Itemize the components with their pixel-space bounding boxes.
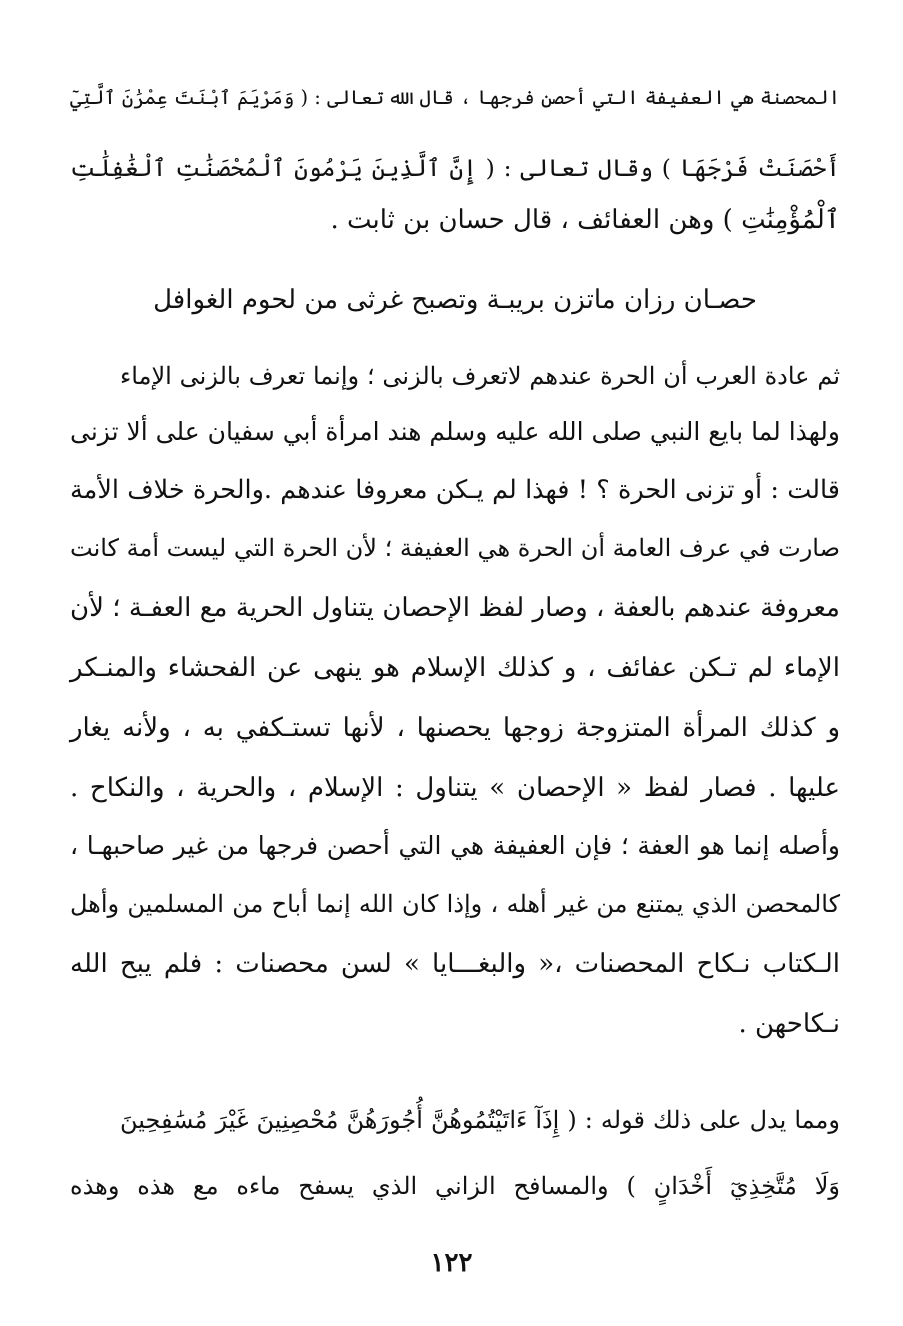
text-line: ومما يدل على ذلك قوله : ( إِذَآ ءَاتَيْتُمُوهُنَّ أُجُورَهُنَّ مُحْصِنِينَ غَيْرَ مُسَٰفِحِينَ bbox=[120, 1106, 840, 1134]
text-line: معروفة عندهم بالعفة ، وصار لفظ الإحصان يتناول الحرية مع العفـة ؛ لأن bbox=[70, 593, 840, 623]
text-line: نـكاحهن . bbox=[738, 1009, 840, 1039]
page-number: ١٢٢ bbox=[430, 1248, 473, 1278]
text-line: ثم عادة العرب أن الحرة عندهم لاتعرف بالزنى ؛ وإنما تعرف بالزنى الإماء bbox=[120, 362, 840, 390]
text-line: ٱلْمُؤْمِنَٰتِ ) وهن العفائف ، قال حسان بن ثابت . bbox=[330, 205, 840, 235]
text-line: وأصله إنما هو العفة ؛ فإن العفيفة هي التي أحصن فرجها من غير صاحبهـا ، bbox=[70, 831, 840, 860]
poetry-verse: حصـان رزان ماتزن بريبـة وتصبح غرثى من لحوم الغوافل bbox=[153, 285, 757, 315]
text-line: صارت في عرف العامة أن الحرة هي العفيفة ؛ لأن الحرة التي ليست أمة كانت bbox=[70, 534, 840, 562]
text-line: و كذلك المرأة المتزوجة زوجها يحصنها ، لأنها تستـكفي به ، ولأنه يغار bbox=[70, 713, 840, 743]
text-line: كالمحصن الذي يمتنع من غير أهله ، وإذا كان الله إنما أباح من المسلمين وأهل bbox=[70, 890, 840, 918]
text-line: وَلَا مُتَّخِذِيٓ أَخْدَانٍ ) والمسافح الزاني الذي يسفح ماءه مع هذه وهذه bbox=[70, 1172, 840, 1200]
text-line: عليها . فصار لفظ « الإحصان » يتناول : الإسلام ، والحرية ، والنكاح . bbox=[70, 773, 840, 803]
text-line: الـكتاب نـكاح المحصنات ،« والبغـــايا » لسن محصنات : فلم يبح الله bbox=[70, 949, 840, 979]
text-line: قالت : أو تزنى الحرة ؟ ! فهذا لم يـكن معروفا عندهم .والحرة خلاف الأمة bbox=[70, 475, 840, 505]
document-page bbox=[70, 60, 840, 1320]
text-line: ولهذا لما بايع النبي صلى الله عليه وسلم هند امرأة أبي سفيان على ألا تزنى bbox=[70, 417, 840, 446]
text-line: أَحْصَنَتْ فَرْجَهَا ) وقال تعالى : ( إِنَّ ٱلَّذِينَ يَرْمُونَ ٱلْمُحْصَنَٰتِ ٱلْغَٰفِلَٰتِ bbox=[70, 154, 840, 182]
text-line: الإماء لم تـكن عفائف ، و كذلك الإسلام هو ينهى عن الفحشاء والمنـكر bbox=[70, 653, 840, 683]
text-line: المحصنة هي العفيفة التي أحصن فرجها ، قال الله تعالى : ( وَمَرْيَمَ ٱبْنَتَ عِمْرَٰنَ ٱلَّتِيٓ bbox=[70, 86, 840, 109]
